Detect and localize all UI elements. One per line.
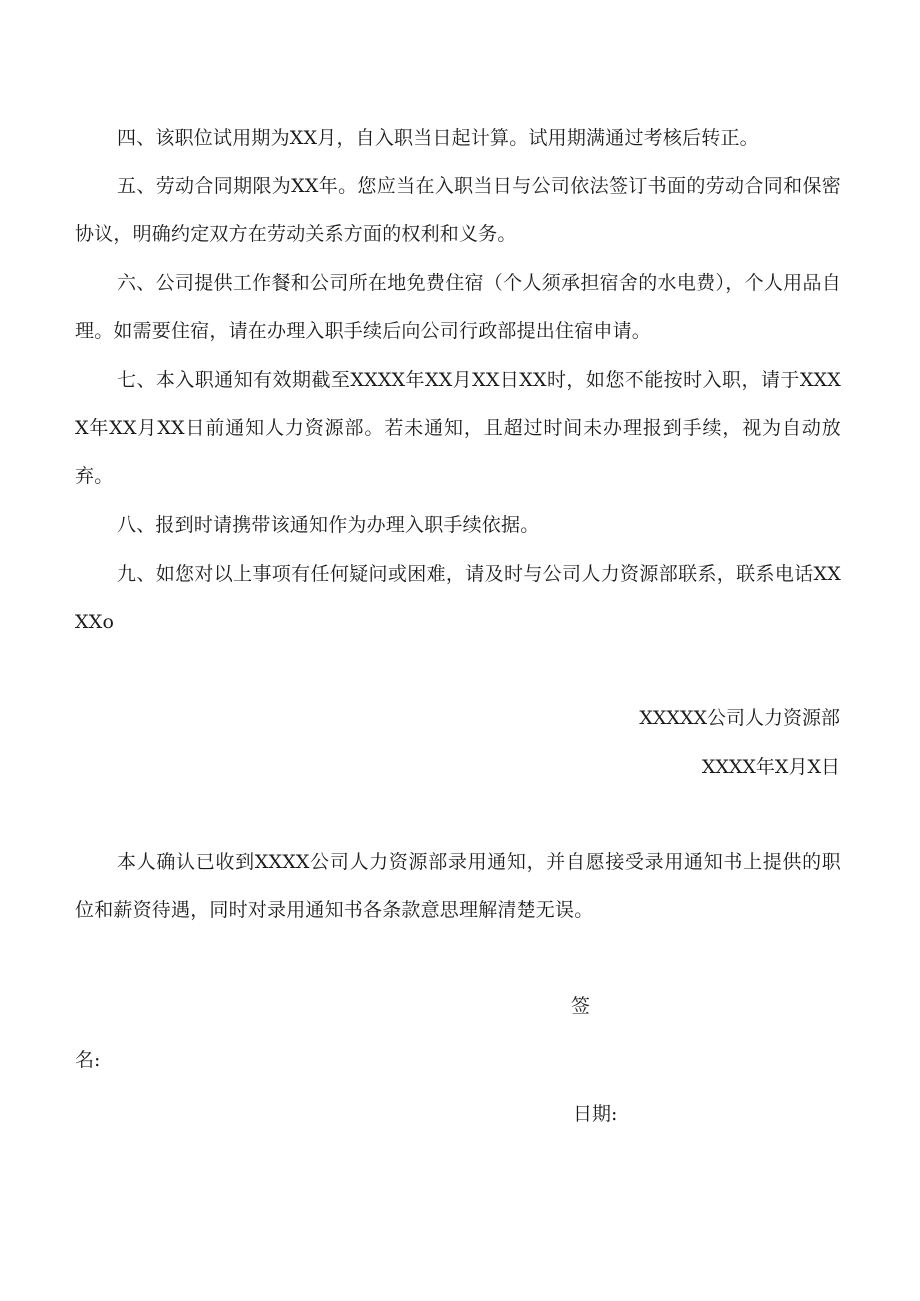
signature-label-part-2: 名: xyxy=(75,1049,101,1071)
confirmation-statement: 本人确认已收到XXXX公司人力资源部录用通知，并自愿接受录用通知书上提供的职位和薪资待遇，同时对录用通知书各条款意思理解清楚无误。 xyxy=(75,851,841,921)
clause-documents: 八、报到时请携带该通知作为办理入职手续依据。 xyxy=(117,514,540,536)
clause-validity: 七、本入职通知有效期截至XXXX年XX月XX日XX时，如您不能按时入职，请于XXXX年XX月XX日前通知人力资源部。若未通知，且超过时间未办理报到手续，视为自动放弃。 xyxy=(75,369,841,487)
clause-probation: 四、该职位试用期为XX月，自入职当日起计算。试用期满通过考核后转正。 xyxy=(117,127,759,149)
issuer-department: XXXXX公司人力资源部 xyxy=(639,707,840,729)
clause-contact: 九、如您对以上事项有任何疑问或困难，请及时与公司人力资源部联系，联系电话XXXXo xyxy=(75,563,841,633)
signature-label-part-1: 签 xyxy=(571,995,591,1017)
clause-meals-housing: 六、公司提供工作餐和公司所在地免费住宿（个人须承担宿舍的水电费），个人用品自理。如需要住宿，请在办理入职手续后向公司行政部提出住宿申请。 xyxy=(75,272,841,342)
issue-date: XXXX年X月X日 xyxy=(701,756,840,778)
date-label: 日期: xyxy=(573,1103,618,1125)
clause-labor-contract: 五、劳动合同期限为XX年。您应当在入职当日与公司依法签订书面的劳动合同和保密协议，明确约定双方在劳动关系方面的权利和义务。 xyxy=(75,175,841,245)
